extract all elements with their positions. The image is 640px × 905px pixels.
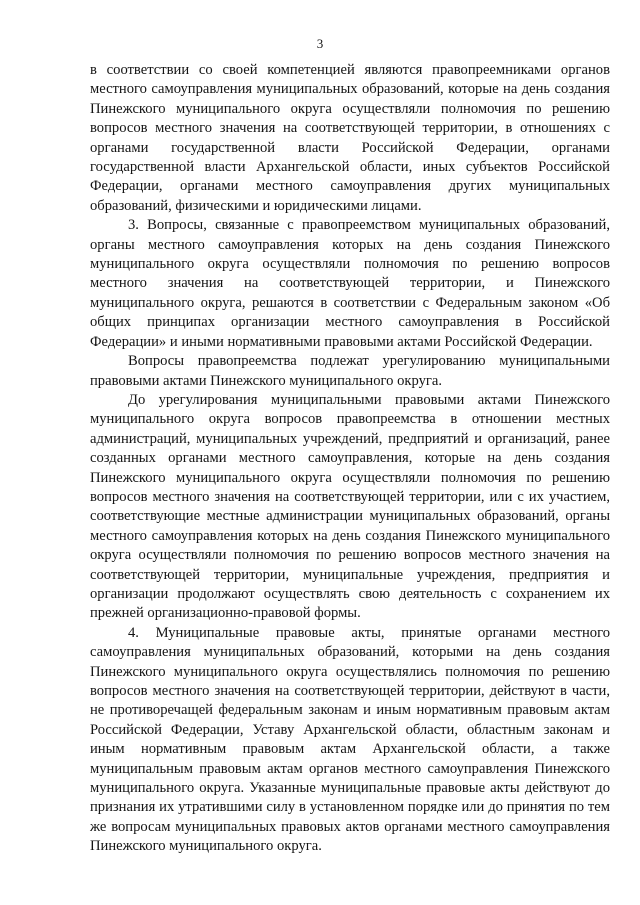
document-body [90,61,610,857]
paragraph-until-regulation: До урегулирования муниципальными правовыми актами Пинежского муниципального округа вопросов правопреемства в отношении местных администраций, муниципальных учреждений, предприятий и организаций, ранее созданных органами местного самоуправления, которые на день создания Пинежского муниципального округа осуществляли полномочия по решению вопросов местного значения на соответствующей территории, или с их участием, соответствующие местные администрации муниципальных образований, органы местного самоуправления которых на день создания Пинежского муниципального округа осуществляли полномочия по решению вопросов местного значения на соответствующей территории, муниципальные учреждения, предприятия и организации продолжают осуществлять свою деятельность с сохранением их прежней организационно-правовой формы. [90,391,610,622]
paragraph-continuation: в соответствии со своей компетенцией являются правопреемниками органов местного самоуправления муниципальных образований, которые на день создания Пинежского муниципального округа осуществляли полномочия по решению вопросов местного значения на соответствующей территории, в отношениях с органами государственной власти Российской Федерации, органами государственной власти Архангельской области, иных субъектов Российской Федерации, органами местного самоуправления других муниципальных образований, физическими и юридическими лицами. [90,62,610,214]
paragraph-item-3: 3. Вопросы, связанные с правопреемством муниципальных образований, органы местного самоуправления которых на день создания Пинежского муниципального округа осуществляли полномочия по решению вопросов местного значения на соответствующей территории, и Пинежского муниципального округа, решаются в соответствии с Федеральным законом «Об общих принципах организации местного самоуправления в Российской Федерации» и иными нормативными правовыми актами Российской Федерации. [90,217,610,350]
page-number: 3 [316,36,324,51]
paragraph-succession-regulation: Вопросы правопреемства подлежат урегулированию муниципальными правовыми актами Пинежского муниципального округа. [90,353,610,389]
paragraph-item-4: 4. Муниципальные правовые акты, принятые органами местного самоуправления муниципальных образований, которыми на день создания Пинежского муниципального округа осуществлялись полномочия по решению вопросов местного значения на соответствующей территории, действуют в части, не противоречащей федеральным законам и иным нормативным правовым актам Российской Федерации, Уставу Архангельской области, областным законам и иным нормативным правовым актам Архангельской области, а также муниципальным правовым актам органов местного самоуправления Пинежского муниципального округа. Указанные муниципальные правовые акты действуют до признания их утратившими силу в установленном порядке или до принятия по тем же вопросам муниципальных правовых актов органами местного самоуправления Пинежского муниципального округа. [90,624,610,855]
